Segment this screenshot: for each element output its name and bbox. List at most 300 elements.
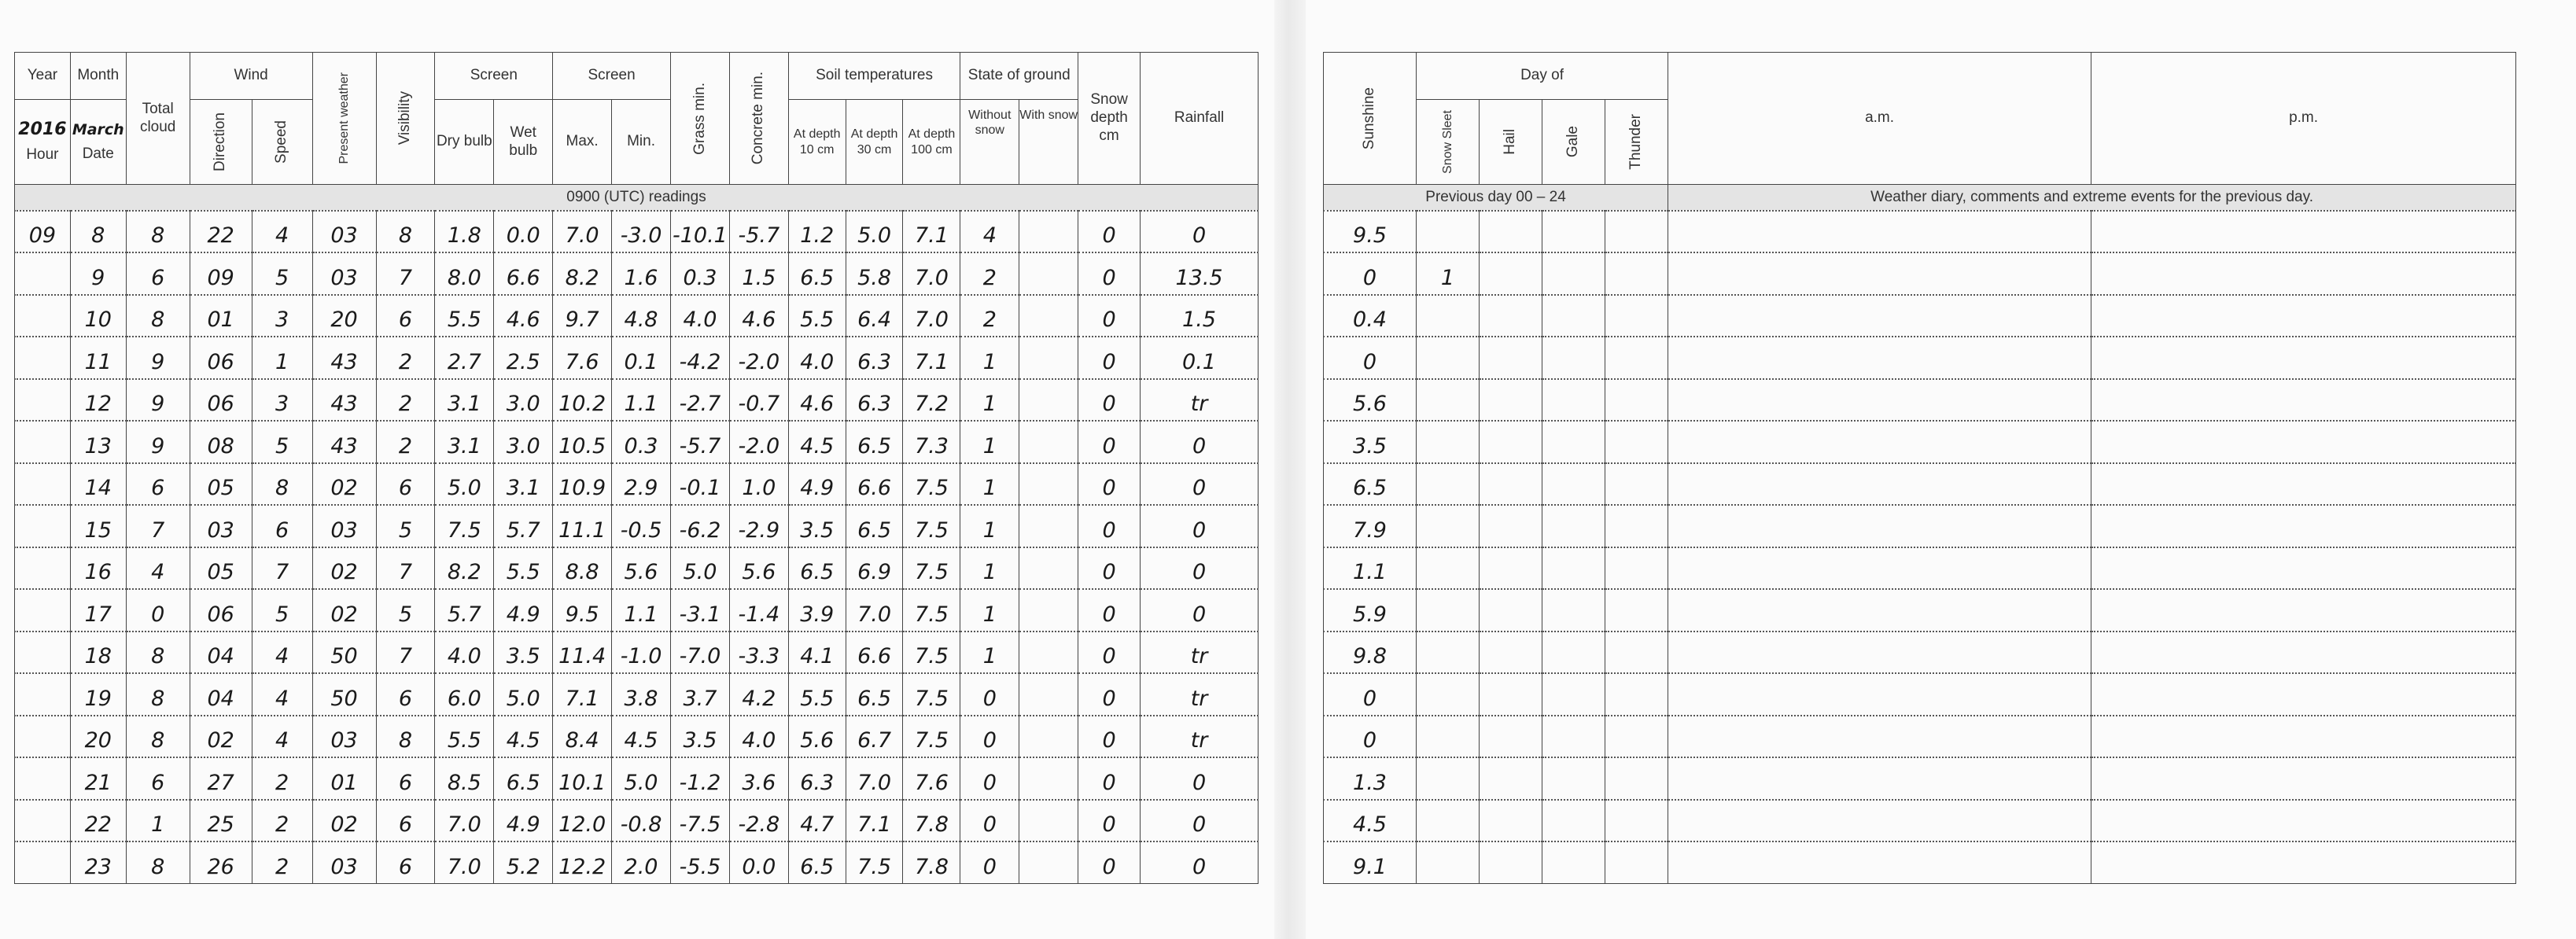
reading-row (15, 841, 1259, 884)
month-header: Month (70, 53, 126, 100)
cell-min: 4.8 (612, 295, 671, 337)
cell-speed: 3 (252, 379, 312, 422)
cell-dir: 04 (190, 632, 252, 674)
cell-speed: 4 (252, 673, 312, 716)
cell-hour (15, 337, 71, 379)
cell-with (1019, 505, 1078, 547)
cell-diary-pm (2091, 252, 2516, 295)
cell-gale (1542, 757, 1605, 800)
cell-dry: 8.5 (435, 757, 494, 800)
cell-s10: 6.3 (788, 757, 846, 800)
thunder-header: Thunder (1605, 100, 1668, 185)
cell-s100: 7.8 (903, 841, 960, 884)
diary-row (1324, 463, 2516, 506)
present-weather-header: Present weather (312, 53, 376, 185)
cell-grass: -4.2 (670, 337, 729, 379)
soil-temperatures-header: Soil temperatures (788, 53, 960, 100)
cell-sunshine: 0 (1324, 673, 1417, 716)
cell-vis: 5 (376, 505, 435, 547)
cell-weather: 03 (312, 716, 376, 758)
cell-sunshine: 5.6 (1324, 379, 1417, 422)
cell-grass: -2.7 (670, 379, 729, 422)
cell-concrete: -5.7 (729, 211, 788, 253)
cell-grass: -6.2 (670, 505, 729, 547)
cell-snow (1417, 505, 1480, 547)
cell-sunshine: 0 (1324, 337, 1417, 379)
cell-snow (1417, 463, 1480, 506)
cell-thunder (1605, 252, 1668, 295)
diary-row (1324, 337, 2516, 379)
cell-dir: 06 (190, 379, 252, 422)
cell-grass: 4.0 (670, 295, 729, 337)
cell-dir: 02 (190, 716, 252, 758)
cell-snowdepth: 0 (1078, 841, 1141, 884)
cell-diary-am (1668, 211, 2091, 253)
cell-s10: 4.1 (788, 632, 846, 674)
date-label: Date (82, 145, 114, 162)
cell-weather: 50 (312, 632, 376, 674)
cell-weather: 02 (312, 800, 376, 842)
cell-with (1019, 589, 1078, 632)
cell-min: 1.6 (612, 252, 671, 295)
cell-s30: 6.6 (846, 463, 903, 506)
cell-wet: 3.0 (494, 379, 553, 422)
cell-concrete: 4.2 (729, 673, 788, 716)
cell-snowdepth: 0 (1078, 673, 1141, 716)
cell-speed: 5 (252, 252, 312, 295)
cell-diary-am (1668, 505, 2091, 547)
cell-concrete: -2.9 (729, 505, 788, 547)
cell-hail (1480, 547, 1542, 590)
cell-without: 2 (960, 295, 1019, 337)
cell-s30: 5.8 (846, 252, 903, 295)
cell-diary-am (1668, 757, 2091, 800)
cell-speed: 2 (252, 841, 312, 884)
cell-dir: 09 (190, 252, 252, 295)
cell-min: -0.8 (612, 800, 671, 842)
cell-wet: 5.7 (494, 505, 553, 547)
cell-without: 0 (960, 841, 1019, 884)
cell-without: 0 (960, 673, 1019, 716)
cell-vis: 6 (376, 841, 435, 884)
cell-diary-pm (2091, 841, 2516, 884)
cell-hour (15, 505, 71, 547)
reading-row (15, 295, 1259, 337)
cell-min: -3.0 (612, 211, 671, 253)
concrete-min-header: Concrete min. (729, 53, 788, 185)
cell-weather: 50 (312, 673, 376, 716)
cell-snowdepth: 0 (1078, 463, 1141, 506)
cell-hour: 09 (15, 211, 71, 253)
cell-without: 1 (960, 589, 1019, 632)
cell-diary-am (1668, 632, 2091, 674)
cell-s30: 6.4 (846, 295, 903, 337)
reading-row (15, 800, 1259, 842)
cell-thunder (1605, 211, 1668, 253)
reading-row (15, 211, 1259, 253)
cell-wet: 6.5 (494, 757, 553, 800)
cell-thunder (1605, 421, 1668, 463)
cell-with (1019, 632, 1078, 674)
cell-s30: 6.5 (846, 421, 903, 463)
sunshine-header: Sunshine (1324, 53, 1417, 185)
cell-thunder (1605, 757, 1668, 800)
cell-date: 16 (70, 547, 126, 590)
cell-concrete: -2.0 (729, 337, 788, 379)
cell-dir: 04 (190, 673, 252, 716)
cell-grass: 3.7 (670, 673, 729, 716)
cell-concrete: 4.0 (729, 716, 788, 758)
cell-diary-pm (2091, 421, 2516, 463)
cell-dir: 06 (190, 337, 252, 379)
cell-sunshine: 9.1 (1324, 841, 1417, 884)
diary-row (1324, 252, 2516, 295)
cell-with (1019, 211, 1078, 253)
cell-without: 1 (960, 379, 1019, 422)
reading-row (15, 421, 1259, 463)
cell-diary-pm (2091, 463, 2516, 506)
cell-gale (1542, 800, 1605, 842)
cell-max: 8.4 (553, 716, 612, 758)
cell-diary-pm (2091, 757, 2516, 800)
cell-min: 0.3 (612, 421, 671, 463)
cell-grass: -0.1 (670, 463, 729, 506)
cell-diary-pm (2091, 673, 2516, 716)
cell-diary-pm (2091, 547, 2516, 590)
cell-wet: 3.1 (494, 463, 553, 506)
cell-snowdepth: 0 (1078, 547, 1141, 590)
cell-hail (1480, 421, 1542, 463)
cell-snow (1417, 673, 1480, 716)
cell-s100: 7.5 (903, 463, 960, 506)
cell-vis: 2 (376, 337, 435, 379)
cell-diary-am (1668, 252, 2091, 295)
cell-date: 11 (70, 337, 126, 379)
cell-without: 0 (960, 757, 1019, 800)
cell-wet: 2.5 (494, 337, 553, 379)
cell-wet: 6.6 (494, 252, 553, 295)
cell-dry: 5.5 (435, 295, 494, 337)
dry-bulb-header: Dry bulb (435, 100, 494, 185)
cell-snow (1417, 589, 1480, 632)
cell-dry: 7.0 (435, 841, 494, 884)
cell-diary-pm (2091, 800, 2516, 842)
cell-hour (15, 757, 71, 800)
cell-grass: 0.3 (670, 252, 729, 295)
cell-gale (1542, 295, 1605, 337)
cell-hail (1480, 632, 1542, 674)
cell-sunshine: 1.3 (1324, 757, 1417, 800)
cell-min: -0.5 (612, 505, 671, 547)
diary-row (1324, 716, 2516, 758)
cell-diary-pm (2091, 632, 2516, 674)
cell-weather: 01 (312, 757, 376, 800)
cell-wet: 4.5 (494, 716, 553, 758)
cell-rain: 0 (1141, 505, 1259, 547)
cell-concrete: 5.6 (729, 547, 788, 590)
cell-s30: 5.0 (846, 211, 903, 253)
cell-vis: 2 (376, 421, 435, 463)
cell-snowdepth: 0 (1078, 211, 1141, 253)
month-value: March (72, 120, 124, 138)
cell-dir: 22 (190, 211, 252, 253)
cell-cloud: 9 (126, 379, 190, 422)
cell-rain: 0 (1141, 463, 1259, 506)
reading-row (15, 589, 1259, 632)
cell-date: 15 (70, 505, 126, 547)
cell-sunshine: 9.8 (1324, 632, 1417, 674)
cell-hour (15, 589, 71, 632)
cell-min: 1.1 (612, 589, 671, 632)
cell-max: 10.1 (553, 757, 612, 800)
cell-weather: 43 (312, 421, 376, 463)
cell-wet: 4.6 (494, 295, 553, 337)
cell-s10: 6.5 (788, 547, 846, 590)
cell-min: 1.1 (612, 379, 671, 422)
cell-rain: 0.1 (1141, 337, 1259, 379)
cell-sunshine: 7.9 (1324, 505, 1417, 547)
cell-without: 1 (960, 632, 1019, 674)
cell-snow (1417, 841, 1480, 884)
cell-dir: 26 (190, 841, 252, 884)
cell-max: 12.2 (553, 841, 612, 884)
cell-date: 23 (70, 841, 126, 884)
snow-depth-header: Snow depth cm (1078, 53, 1141, 185)
cell-s100: 7.5 (903, 673, 960, 716)
diary-row (1324, 589, 2516, 632)
direction-header: Direction (190, 100, 252, 185)
cell-sunshine: 6.5 (1324, 463, 1417, 506)
screen-header: Screen (435, 53, 553, 100)
cell-date: 17 (70, 589, 126, 632)
cell-dry: 8.2 (435, 547, 494, 590)
cell-max: 10.9 (553, 463, 612, 506)
cell-concrete: 4.6 (729, 295, 788, 337)
cell-hail (1480, 505, 1542, 547)
cell-weather: 02 (312, 547, 376, 590)
year-hour-header (15, 100, 71, 185)
cell-gale (1542, 379, 1605, 422)
cell-hail (1480, 463, 1542, 506)
cell-rain: 0 (1141, 211, 1259, 253)
cell-gale (1542, 211, 1605, 253)
cell-speed: 4 (252, 632, 312, 674)
cell-s100: 7.0 (903, 252, 960, 295)
cell-s10: 4.6 (788, 379, 846, 422)
cell-snow (1417, 421, 1480, 463)
readings-rows (15, 211, 1259, 884)
cell-dir: 05 (190, 463, 252, 506)
visibility-header: Visibility (376, 53, 435, 185)
cell-diary-am (1668, 463, 2091, 506)
cell-concrete: -1.4 (729, 589, 788, 632)
cell-gale (1542, 505, 1605, 547)
cell-max: 11.4 (553, 632, 612, 674)
cell-gale (1542, 716, 1605, 758)
cell-hour (15, 632, 71, 674)
cell-min: 5.6 (612, 547, 671, 590)
diary-row (1324, 547, 2516, 590)
cell-snowdepth: 0 (1078, 716, 1141, 758)
cell-vis: 8 (376, 211, 435, 253)
cell-with (1019, 379, 1078, 422)
max-header: Max. (553, 100, 612, 185)
cell-vis: 7 (376, 632, 435, 674)
am-header: a.m. (1668, 53, 2091, 185)
cell-dry: 3.1 (435, 421, 494, 463)
cell-speed: 1 (252, 337, 312, 379)
diary-rows (1324, 211, 2516, 884)
cell-dir: 06 (190, 589, 252, 632)
cell-with (1019, 800, 1078, 842)
cell-thunder (1605, 800, 1668, 842)
cell-with (1019, 337, 1078, 379)
cell-cloud: 6 (126, 252, 190, 295)
cell-grass: 3.5 (670, 716, 729, 758)
cell-with (1019, 841, 1078, 884)
cell-gale (1542, 841, 1605, 884)
cell-rain: tr (1141, 673, 1259, 716)
cell-s30: 6.7 (846, 716, 903, 758)
cell-hail (1480, 800, 1542, 842)
cell-sunshine: 1.1 (1324, 547, 1417, 590)
cell-min: 5.0 (612, 757, 671, 800)
cell-wet: 0.0 (494, 211, 553, 253)
cell-speed: 5 (252, 589, 312, 632)
cell-s100: 7.5 (903, 547, 960, 590)
cell-concrete: -2.0 (729, 421, 788, 463)
cell-concrete: 0.0 (729, 841, 788, 884)
cell-wet: 4.9 (494, 800, 553, 842)
cell-cloud: 9 (126, 421, 190, 463)
cell-diary-am (1668, 337, 2091, 379)
reading-row (15, 632, 1259, 674)
with-snow-header: With snow (1019, 100, 1078, 185)
cell-hour (15, 463, 71, 506)
cell-diary-am (1668, 673, 2091, 716)
diary-row (1324, 211, 2516, 253)
cell-sunshine: 3.5 (1324, 421, 1417, 463)
cell-s30: 6.5 (846, 673, 903, 716)
cell-s10: 4.0 (788, 337, 846, 379)
reading-row (15, 757, 1259, 800)
total-cloud-header: Total cloud (126, 53, 190, 185)
diary-row (1324, 673, 2516, 716)
cell-cloud: 6 (126, 757, 190, 800)
cell-vis: 6 (376, 295, 435, 337)
cell-concrete: -2.8 (729, 800, 788, 842)
cell-s10: 5.5 (788, 673, 846, 716)
cell-grass: -7.5 (670, 800, 729, 842)
cell-vis: 8 (376, 716, 435, 758)
cell-grass: -3.1 (670, 589, 729, 632)
cell-diary-am (1668, 589, 2091, 632)
cell-snow (1417, 632, 1480, 674)
cell-snowdepth: 0 (1078, 337, 1141, 379)
cell-snowdepth: 0 (1078, 252, 1141, 295)
reading-row (15, 463, 1259, 506)
cell-speed: 2 (252, 800, 312, 842)
cell-s100: 7.5 (903, 589, 960, 632)
cell-gale (1542, 463, 1605, 506)
cell-with (1019, 716, 1078, 758)
state-of-ground-header: State of ground (960, 53, 1078, 100)
cell-dry: 5.7 (435, 589, 494, 632)
cell-s10: 1.2 (788, 211, 846, 253)
cell-date: 19 (70, 673, 126, 716)
cell-grass: -7.0 (670, 632, 729, 674)
cell-date: 21 (70, 757, 126, 800)
cell-gale (1542, 337, 1605, 379)
cell-dir: 03 (190, 505, 252, 547)
diary-band: Weather diary, comments and extreme events for the previous day. (1668, 185, 2516, 211)
wind-header: Wind (190, 53, 312, 100)
cell-thunder (1605, 505, 1668, 547)
cell-sunshine: 0 (1324, 252, 1417, 295)
cell-vis: 6 (376, 673, 435, 716)
cell-dry: 7.0 (435, 800, 494, 842)
cell-max: 12.0 (553, 800, 612, 842)
cell-vis: 6 (376, 463, 435, 506)
cell-min: -1.0 (612, 632, 671, 674)
cell-cloud: 7 (126, 505, 190, 547)
cell-dry: 2.7 (435, 337, 494, 379)
cell-max: 7.0 (553, 211, 612, 253)
cell-thunder (1605, 841, 1668, 884)
cell-grass: -10.1 (670, 211, 729, 253)
cell-hail (1480, 757, 1542, 800)
cell-with (1019, 252, 1078, 295)
cell-min: 0.1 (612, 337, 671, 379)
cell-grass: 5.0 (670, 547, 729, 590)
month-date-header (70, 100, 126, 185)
cell-hail (1480, 589, 1542, 632)
cell-s10: 5.6 (788, 716, 846, 758)
cell-weather: 03 (312, 841, 376, 884)
cell-snow (1417, 211, 1480, 253)
cell-without: 1 (960, 463, 1019, 506)
readings-table (14, 52, 1259, 884)
cell-sunshine: 0.4 (1324, 295, 1417, 337)
cell-s10: 6.5 (788, 252, 846, 295)
wet-bulb-header: Wet bulb (494, 100, 553, 185)
cell-snow (1417, 295, 1480, 337)
diary-row (1324, 505, 2516, 547)
left-logbook-page (0, 0, 1274, 939)
cell-speed: 8 (252, 463, 312, 506)
cell-max: 8.2 (553, 252, 612, 295)
diary-row (1324, 379, 2516, 422)
previous-day-band: Previous day 00 – 24 (1324, 185, 1668, 211)
cell-s10: 5.5 (788, 295, 846, 337)
cell-snowdepth: 0 (1078, 757, 1141, 800)
cell-speed: 6 (252, 505, 312, 547)
cell-hail (1480, 211, 1542, 253)
reading-row (15, 505, 1259, 547)
reading-row (15, 337, 1259, 379)
reading-row (15, 673, 1259, 716)
readings-band: 0900 (UTC) readings (15, 185, 1259, 211)
cell-rain: 0 (1141, 589, 1259, 632)
cell-weather: 03 (312, 505, 376, 547)
cell-snow (1417, 337, 1480, 379)
cell-vis: 7 (376, 547, 435, 590)
cell-hour (15, 295, 71, 337)
cell-cloud: 8 (126, 295, 190, 337)
cell-max: 7.1 (553, 673, 612, 716)
cell-snowdepth: 0 (1078, 800, 1141, 842)
cell-s30: 6.3 (846, 379, 903, 422)
